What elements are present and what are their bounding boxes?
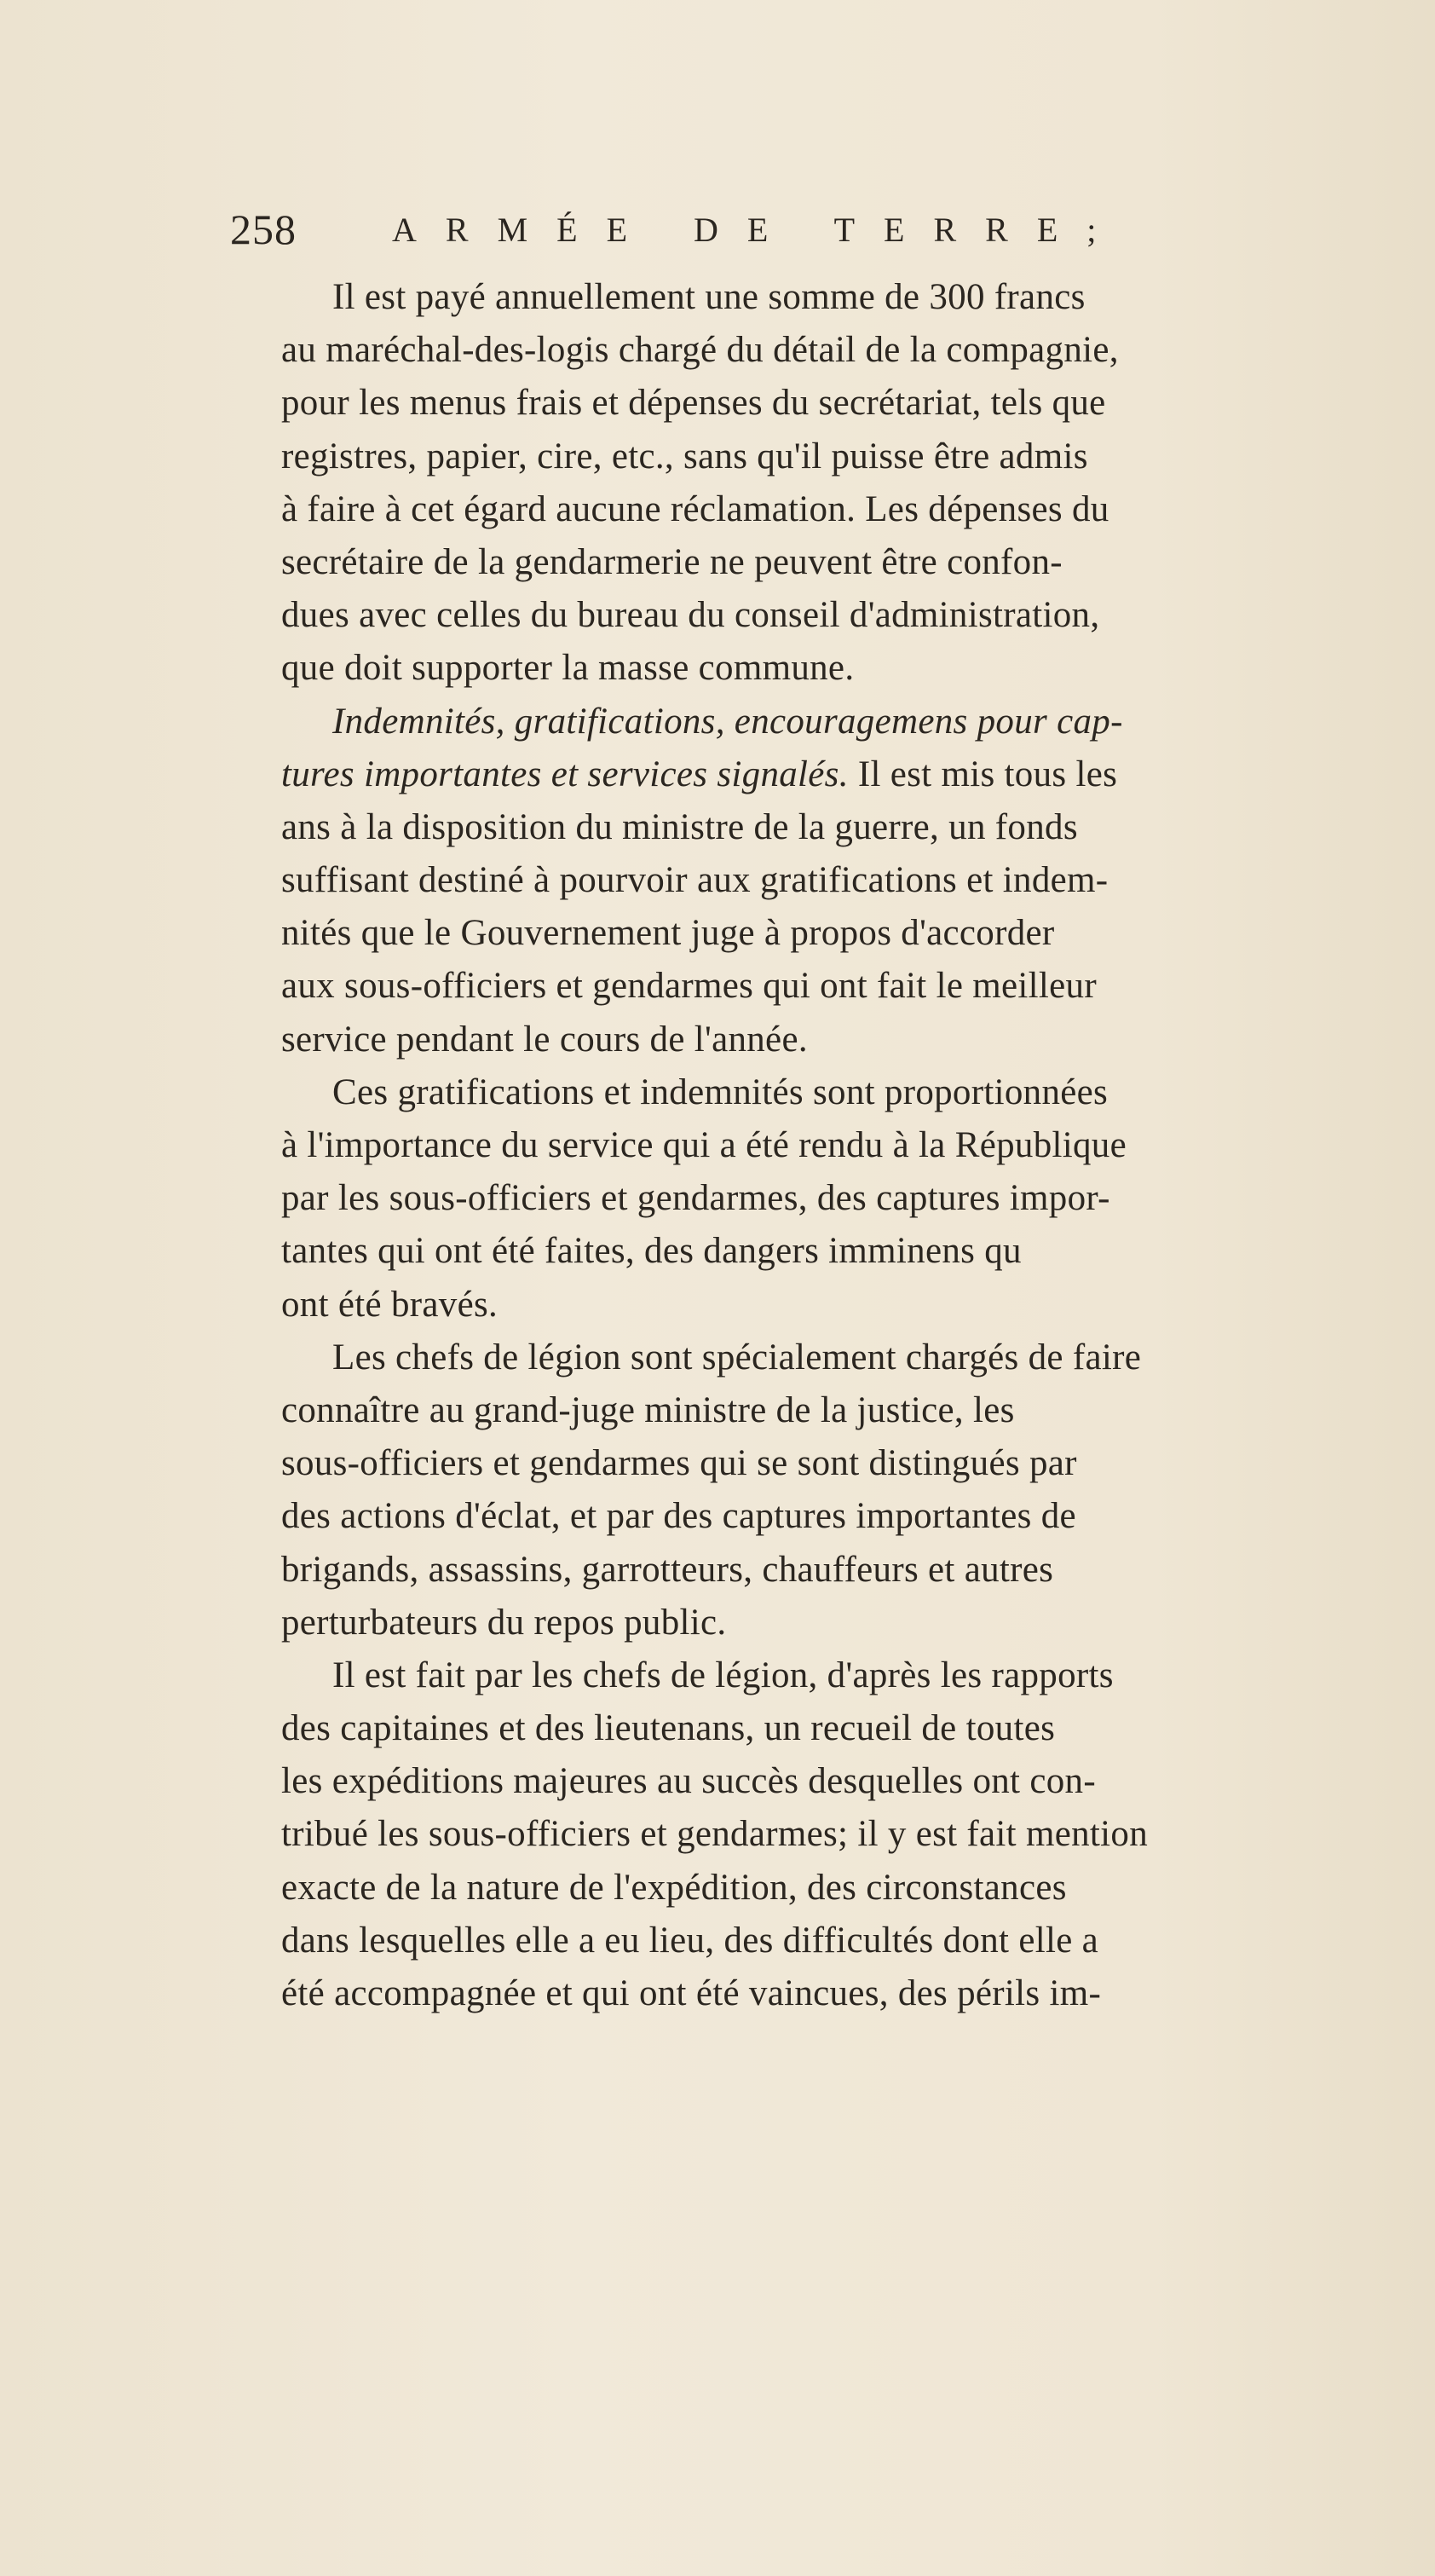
line-text: ont été bravés.	[281, 1284, 499, 1325]
line-text: Il est mis tous les	[848, 754, 1118, 794]
text-line	[281, 1967, 1389, 2020]
text-line	[281, 854, 1389, 907]
text-line	[281, 1066, 1389, 1119]
line-text: aux sous-officiers et gendarmes qui ont fait le meilleur	[281, 966, 1097, 1007]
line-text: pour les menus frais et dépenses du secrétariat, tels que	[281, 383, 1106, 424]
line-text: ans à la disposition du ministre de la guerre, un fonds	[281, 806, 1078, 847]
text-line	[281, 907, 1389, 960]
text-line	[281, 1915, 1389, 1967]
text-line	[281, 1384, 1389, 1437]
body-text	[281, 271, 1389, 2020]
text-line	[281, 1225, 1389, 1278]
text-line	[281, 1649, 1389, 1702]
text-line	[281, 1279, 1389, 1331]
italic-heading: Indemnités, gratifications, encouragemens pour cap-	[332, 701, 1123, 742]
text-line	[281, 1331, 1389, 1384]
text-line	[281, 801, 1389, 854]
line-text: suffisant destiné à pourvoir aux gratifications et indem-	[281, 860, 1109, 901]
line-text: sous-officiers et gendarmes qui se sont distingués par	[281, 1443, 1077, 1484]
line-text: secrétaire de la gendarmerie ne peuvent être confon-	[281, 541, 1063, 582]
text-line	[281, 377, 1389, 430]
line-text: été accompagnée et qui ont été vaincues, des périls im-	[281, 1973, 1102, 2013]
text-line	[281, 1702, 1389, 1755]
text-line	[281, 271, 1389, 324]
line-text: registres, papier, cire, etc., sans qu'il puisse être admis	[281, 436, 1088, 477]
line-text: au maréchal-des-logis chargé du détail de la compagnie,	[281, 330, 1119, 371]
text-line	[281, 1172, 1389, 1225]
line-text: perturbateurs du repos public.	[281, 1602, 727, 1643]
line-text: tantes qui ont été faites, des dangers imminens qu	[281, 1231, 1022, 1272]
line-text: service pendant le cours de l'année.	[281, 1019, 808, 1060]
line-text: exacte de la nature de l'expédition, des circonstances	[281, 1867, 1067, 1908]
text-line	[281, 696, 1389, 748]
text-line	[281, 1437, 1389, 1490]
line-text: à l'importance du service qui a été rendu à la République	[281, 1125, 1127, 1165]
line-text: des actions d'éclat, et par des captures importantes de	[281, 1496, 1076, 1537]
text-line	[281, 536, 1389, 589]
line-text: Les chefs de légion sont spécialement chargés de faire	[332, 1337, 1142, 1378]
line-text: Il est payé annuellement une somme de 300 francs	[332, 277, 1086, 317]
line-text: que doit supporter la masse commune.	[281, 648, 855, 689]
line-text: Ces gratifications et indemnités sont proportionnées	[332, 1071, 1109, 1112]
page-number: 258	[230, 205, 297, 253]
running-title: ARMÉE DE TERRE;	[392, 211, 1126, 249]
text-line	[281, 1755, 1389, 1808]
text-line	[281, 642, 1389, 695]
line-text: brigands, assassins, garrotteurs, chauffeurs et autres	[281, 1549, 1054, 1590]
text-line	[281, 1014, 1389, 1066]
text-line	[281, 324, 1389, 377]
page-header	[230, 205, 1423, 273]
italic-heading: tures importantes et services signalés.	[281, 754, 849, 794]
line-text: dans lesquelles elle a eu lieu, des difficultés dont elle a	[281, 1920, 1099, 1961]
text-line	[281, 960, 1389, 1013]
text-line	[281, 1119, 1389, 1172]
text-line	[281, 589, 1389, 642]
text-line	[281, 1808, 1389, 1861]
line-text: à faire à cet égard aucune réclamation. Les dépenses du	[281, 488, 1109, 529]
line-text: nités que le Gouvernement juge à propos d'accorder	[281, 913, 1055, 954]
line-text: dues avec celles du bureau du conseil d'administration,	[281, 595, 1100, 636]
text-line	[281, 748, 1389, 801]
line-text: Il est fait par les chefs de légion, d'après les rapports	[332, 1655, 1114, 1695]
line-text: tribué les sous-officiers et gendarmes; il y est fait mention	[281, 1814, 1148, 1855]
line-text: connaître au grand-juge ministre de la justice, les	[281, 1389, 1015, 1430]
line-text: les expéditions majeures au succès desquelles ont con-	[281, 1761, 1096, 1802]
text-line	[281, 430, 1389, 483]
line-text: des capitaines et des lieutenans, un recueil de toutes	[281, 1708, 1056, 1749]
text-line	[281, 1597, 1389, 1649]
text-line	[281, 1862, 1389, 1915]
text-line	[281, 1544, 1389, 1597]
text-line	[281, 483, 1389, 536]
line-text: par les sous-officiers et gendarmes, des captures impor-	[281, 1178, 1110, 1219]
text-line	[281, 1490, 1389, 1543]
